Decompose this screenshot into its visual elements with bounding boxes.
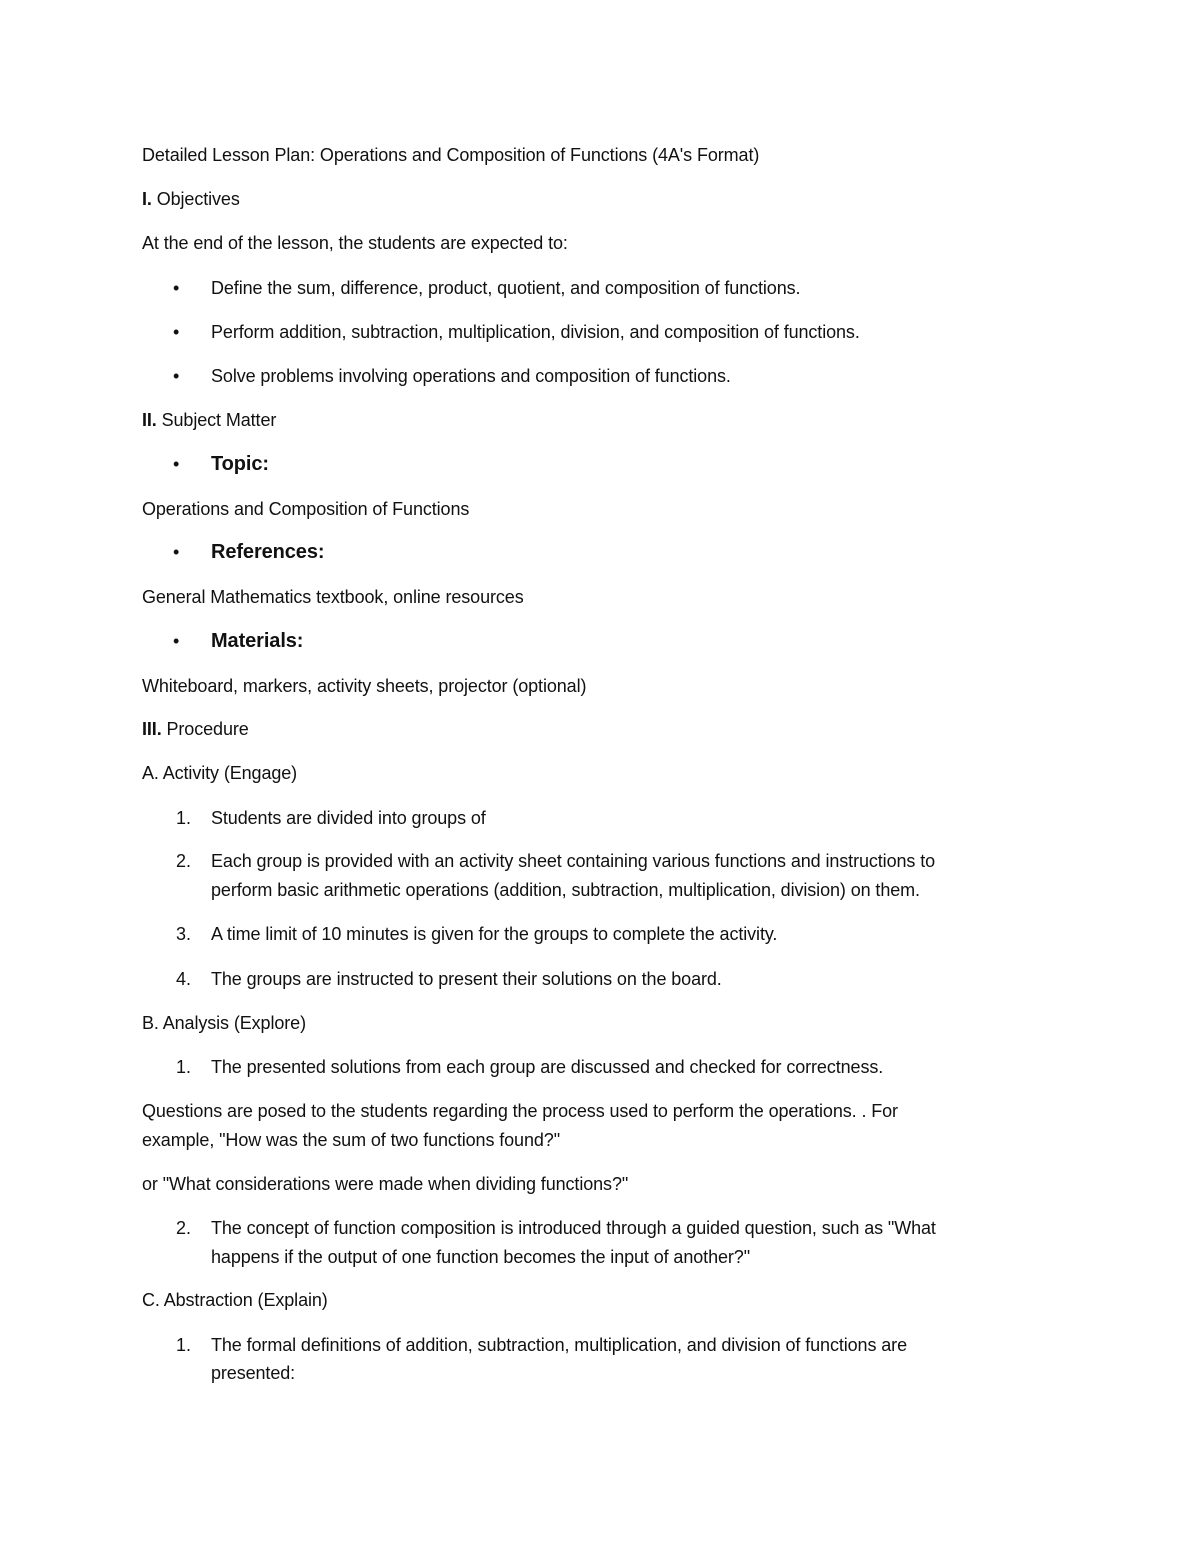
section-objectives-heading bbox=[142, 185, 240, 213]
objective-item: Solve problems involving operations and composition of functions. bbox=[211, 366, 731, 386]
section-label: Objectives bbox=[151, 189, 240, 209]
list-number: 2. bbox=[176, 851, 192, 871]
list-number: 4. bbox=[176, 969, 192, 989]
references-label: References: bbox=[211, 541, 325, 563]
bullet-icon: • bbox=[173, 322, 180, 342]
topic-label: Topic: bbox=[211, 453, 269, 475]
list-number: 3. bbox=[176, 924, 192, 944]
analysis-heading: B. Analysis (Explore) bbox=[142, 1013, 306, 1033]
list-number: 1. bbox=[176, 1057, 192, 1077]
materials-label: Materials: bbox=[211, 630, 304, 652]
bullet-icon: • bbox=[173, 542, 180, 562]
activity-heading: A. Activity (Engage) bbox=[142, 763, 298, 783]
materials-value: Whiteboard, markers, activity sheets, projector (optional) bbox=[142, 676, 587, 696]
section-subject-matter-heading bbox=[142, 406, 276, 434]
bullet-icon: • bbox=[173, 454, 180, 474]
analysis-item-continuation: happens if the output of one function becomes the input of another?" bbox=[211, 1247, 750, 1267]
references-value: General Mathematics textbook, online resources bbox=[142, 587, 524, 607]
document-title: Detailed Lesson Plan: Operations and Composition of Functions (4A's Format) bbox=[142, 145, 760, 165]
section-procedure-heading bbox=[142, 715, 249, 743]
abstraction-heading: C. Abstraction (Explain) bbox=[142, 1290, 328, 1310]
bullet-icon: • bbox=[173, 366, 180, 386]
section-numeral: I. bbox=[142, 189, 152, 209]
objectives-intro: At the end of the lesson, the students are expected to: bbox=[142, 233, 568, 253]
activity-item: The groups are instructed to present their solutions on the board. bbox=[211, 969, 722, 989]
abstraction-item-continuation: presented: bbox=[211, 1363, 296, 1383]
activity-item: A time limit of 10 minutes is given for the groups to complete the activity. bbox=[211, 924, 778, 944]
objective-item: Define the sum, difference, product, quotient, and composition of functions. bbox=[211, 278, 801, 298]
analysis-paragraph: or "What considerations were made when dividing functions?" bbox=[142, 1174, 629, 1194]
activity-item: Each group is provided with an activity sheet containing various functions and instructions to bbox=[211, 851, 936, 871]
analysis-item: The concept of function composition is introduced through a guided question, such as "What bbox=[211, 1218, 936, 1238]
section-numeral: III. bbox=[142, 719, 162, 739]
activity-item-continuation: perform basic arithmetic operations (addition, subtraction, multiplication, division) on them. bbox=[211, 880, 920, 900]
analysis-paragraph: Questions are posed to the students regarding the process used to perform the operations. . For bbox=[142, 1101, 898, 1121]
section-numeral: II. bbox=[142, 410, 157, 430]
bullet-icon: • bbox=[173, 631, 180, 651]
topic-value: Operations and Composition of Functions bbox=[142, 499, 470, 519]
analysis-paragraph-continuation: example, "How was the sum of two functions found?" bbox=[142, 1130, 560, 1150]
abstraction-item: The formal definitions of addition, subtraction, multiplication, and division of functions are bbox=[211, 1335, 907, 1355]
section-label: Subject Matter bbox=[156, 410, 277, 430]
bullet-icon: • bbox=[173, 278, 180, 298]
section-label: Procedure bbox=[161, 719, 249, 739]
list-number: 1. bbox=[176, 1335, 192, 1355]
objective-item: Perform addition, subtraction, multiplication, division, and composition of functions. bbox=[211, 322, 860, 342]
list-number: 2. bbox=[176, 1218, 192, 1238]
activity-item: Students are divided into groups of bbox=[211, 808, 486, 828]
list-number: 1. bbox=[176, 808, 192, 828]
analysis-item: The presented solutions from each group are discussed and checked for correctness. bbox=[211, 1057, 884, 1077]
